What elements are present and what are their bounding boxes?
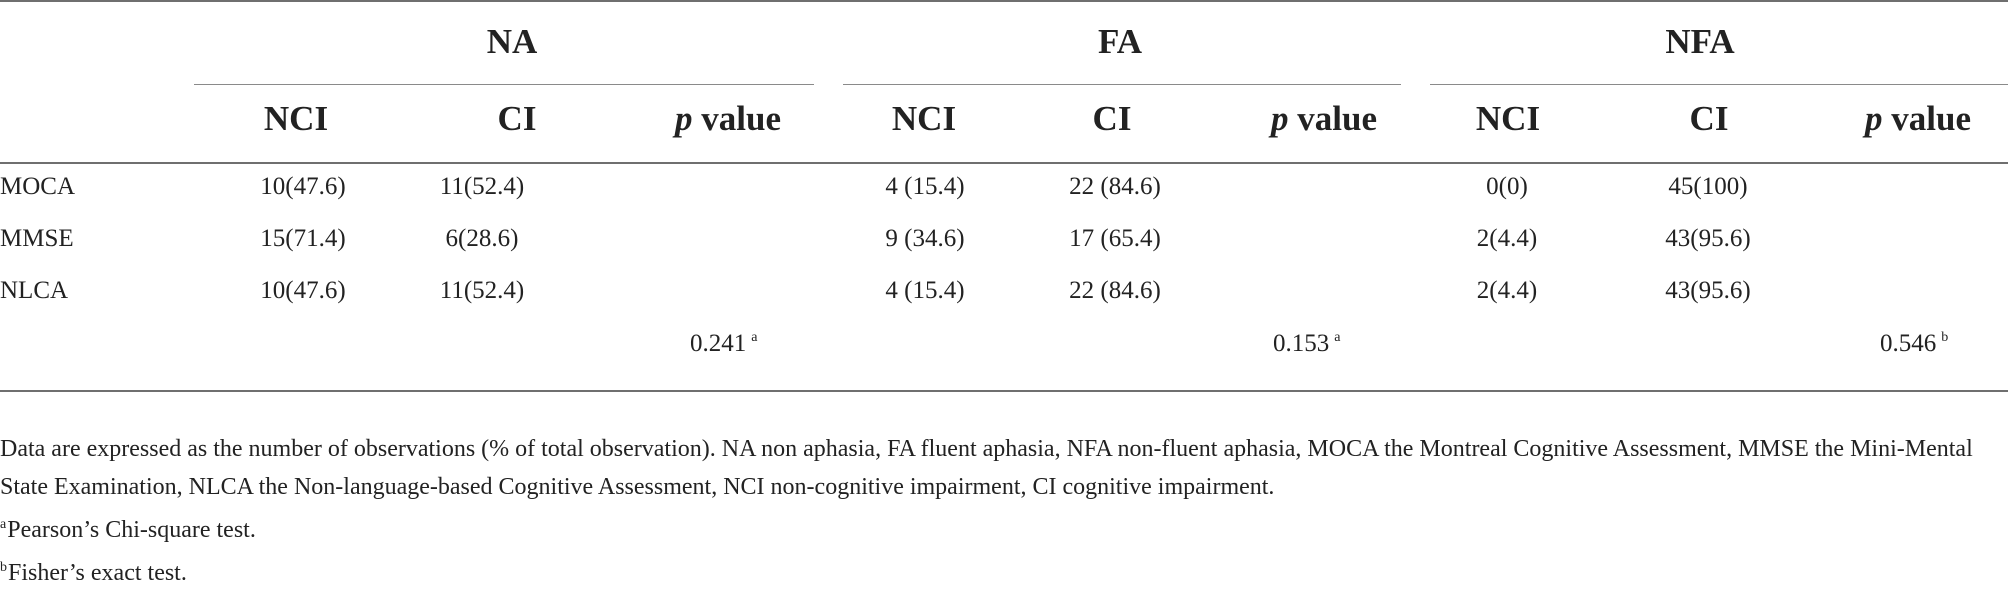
cell-moca-nfa-ci: 45(100) [1668,173,1748,200]
table-notes [0,430,1990,592]
row-label-moca: MOCA [0,173,76,200]
cell-moca-na-nci: 10(47.6) [260,173,346,200]
table-bottom-rule [0,390,2008,392]
row-label-mmse: MMSE [0,225,74,252]
table-top-rule [0,0,2008,2]
cell-mmse-fa-ci: 17 (65.4) [1069,225,1161,252]
group-header-nfa: NFA [1665,22,1735,61]
cell-moca-nfa-nci: 0(0) [1486,173,1528,200]
footnote-b: $^b$Fisher’s exact test. [0,560,187,586]
subheader-nfa-p-value: p value [1865,99,1971,138]
subheader-fa-p-value: p value [1271,99,1377,138]
cell-nlca-nfa-nci: 2(4.4) [1476,277,1538,304]
cell-nlca-nfa-ci: 43(95.6) [1665,277,1751,304]
row-label-nlca: NLCA [0,277,69,304]
cell-moca-na-ci: 11(52.4) [439,173,525,200]
group-header-fa: FA [1097,22,1143,61]
cell-mmse-na-ci: 6(28.6) [445,225,519,252]
subheader-na-nci: NCI [263,99,329,138]
p-value-fa: 0.153 $^a$ [1273,330,1341,357]
subheader-na-ci: CI [497,99,537,138]
subheader-fa-nci: NCI [891,99,957,138]
cell-nlca-na-ci: 11(52.4) [439,277,525,304]
header-rule [0,162,2008,164]
cell-mmse-fa-nci: 9 (34.6) [885,225,965,252]
subheader-fa-ci: CI [1092,99,1132,138]
group-rule-fa [843,84,1401,85]
p-value-na: 0.241 $^a$ [690,330,758,357]
subheader-nfa-ci: CI [1689,99,1729,138]
cell-moca-fa-nci: 4 (15.4) [885,173,965,200]
group-header-na: NA [486,22,538,61]
cell-nlca-fa-ci: 22 (84.6) [1069,277,1161,304]
group-rule-na [194,84,814,85]
cell-nlca-na-nci: 10(47.6) [260,277,346,304]
group-rule-nfa [1430,84,2008,85]
cell-moca-fa-ci: 22 (84.6) [1069,173,1161,200]
cell-nlca-fa-nci: 4 (15.4) [885,277,965,304]
subheader-na-p-value: p value [675,99,781,138]
p-value-nfa: 0.546 $^b$ [1880,330,1949,357]
footnote-a: $^a$Pearson’s Chi-square test. [0,517,256,543]
cell-mmse-nfa-ci: 43(95.6) [1665,225,1751,252]
notes-abbreviations: Data are expressed as the number of observations (% of total observation). NA non aphasia, FA fluent aphasia, NFA non-fluent aphasia, MOCA the Montreal Cognitive Assessment, MMSE the Mini-Mental State Examination, NLCA the Non-language-based Cognitive Assessment, NCI non-cognitive impairment, CI cognitive impairment. [0,436,1973,500]
cell-mmse-na-nci: 15(71.4) [260,225,346,252]
cell-mmse-nfa-nci: 2(4.4) [1476,225,1538,252]
subheader-nfa-nci: NCI [1475,99,1541,138]
